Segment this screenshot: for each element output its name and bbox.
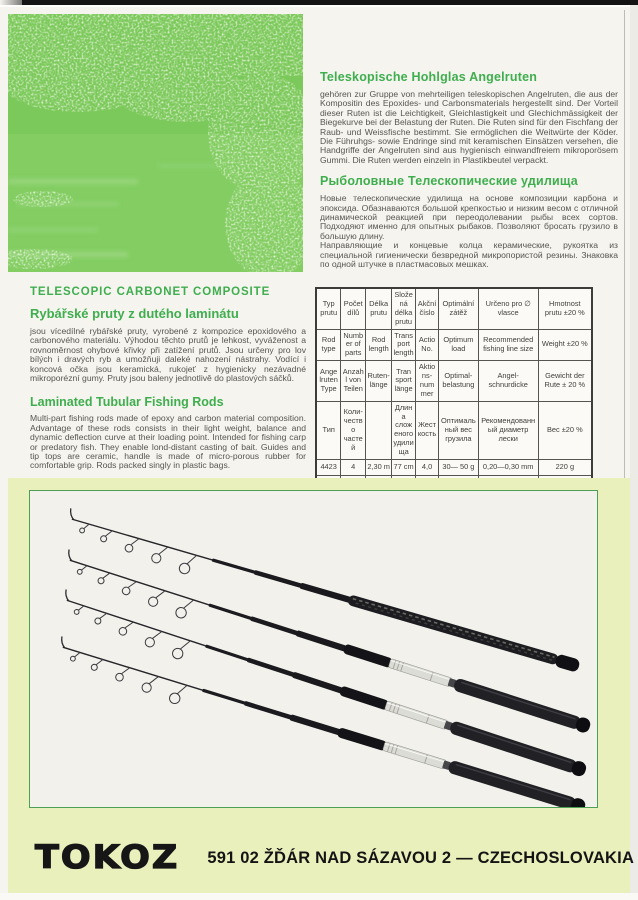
table-header-cell: Number of parts	[341, 329, 366, 361]
table-header-cell: Actio No.	[416, 329, 439, 361]
table-header-cell: Жесткость	[416, 401, 439, 459]
footer-address: 591 02 ŽĎÁR NAD SÁZAVOU 2 — CZECHOSLOVAKIA	[207, 848, 635, 867]
tokoz-logo: TOKOZ	[35, 839, 180, 877]
english-section-title: Laminated Tubular Fishing Rods	[30, 395, 224, 410]
table-header-cell: Optimum load	[439, 329, 479, 361]
footer	[35, 836, 635, 880]
czech-caps-title: TELESCOPIC CARBONET COMPOSITE	[30, 286, 271, 298]
czech-section-body: jsou vícedílné rybářské pruty, vyrobené z kompozice epoxidového a carbonového materiálu. Výhodou těchto prutů je lehkost, vyváženost a rovnoměrnost ohybové křivky při zatížení prutů. Jsou určeny pro lov bílých i dravých ryb a umožňuji daleké nahození nástrahy. Vodící i koncová očka jsou keramická, rukojeť z hygienicky nezávadné mikroporézní gumy. Pruty jsou baleny jednotlivě do plastových sáčků.	[30, 326, 306, 384]
german-section-body: gehören zur Gruppe von mehrteiligen teleskopischen Angelruten, die aus der Kompositin des Epoxides- und Carbonsmaterials hergestellt sind. Der Vorteil dieser Ruten ist die Leichtigkeit, Gleichlastigkeit und Glechichmässigkeit der Biegekurve bei der Belastung der Ruten. Die Ruten sind für den Fischfang der Raub- und Weissfische bestimmt. Sie ermöglichen die Weitwürte der Köder. Die Führuhgs- sowie Endringe sind mit keramischen Einsätzen versehen, die Handgriffe der Angelruten sind aus hygienisch einwandfreiem mikroporösem Gummi. Die Ruten werden einzeln in Plastikbeutel verpackt.	[320, 89, 618, 165]
table-header-cell: Transport länge	[392, 361, 416, 402]
table-header-cell: Anzahl von Teilen	[341, 361, 366, 402]
table-cell: 0,20—0,30 mm	[478, 459, 538, 475]
czech-section-title: Rybářské pruty z dutého laminátu	[30, 306, 239, 321]
table-header-cell: Akční číslo	[416, 288, 439, 329]
table-cell: 4,0	[416, 459, 439, 475]
table-header-cell: Angelruten Type	[316, 361, 341, 402]
table-cell: 77 cm	[392, 459, 416, 475]
table-cell: 2,30 m	[366, 459, 392, 475]
table-header-cell: Вес ±20 %	[538, 401, 592, 459]
table-cell: 30— 50 g	[439, 459, 479, 475]
table-header-cell: Длина сложеного удилища	[392, 401, 416, 459]
table-header-cell: Určeno pro ∅ vlasce	[478, 288, 538, 329]
column-right	[320, 70, 618, 270]
scan-edge-highlight	[0, 5, 638, 7]
russian-section-body: Новые телескопические удилища на основе композиции карбона и эпоксида. Обазнаваются большой крепкостью и низким весом с отличной динамической реакцией при переодолевании рыбы всех сортов. Подходяют именно для опытных рыбаков. Позволяют бросать грузило в большую длину.	[320, 193, 618, 241]
table-cell: 4	[341, 459, 366, 475]
table-header-cell: Оптимальный вес грузила	[439, 401, 479, 459]
table-header-cell: Optimalbelastung	[439, 361, 479, 402]
table-header-cell: Optimální zátěž	[439, 288, 479, 329]
page-curl-line	[624, 10, 625, 478]
table-header-cell: Количество частей	[341, 401, 366, 459]
rods-photo	[29, 490, 598, 808]
table-header-cell: Složená délka prutu	[392, 288, 416, 329]
table-cell: 220 g	[538, 459, 592, 475]
table-header-cell: Rod type	[316, 329, 341, 361]
fishing-rod-3	[56, 590, 588, 791]
nature-photo	[8, 14, 303, 272]
rods-photo-frame	[8, 478, 630, 893]
table-header-cell: Rutenlänge	[366, 361, 392, 402]
table-header-cell: Angelschnurdicke	[478, 361, 538, 402]
table-header-cell: Počet dílů	[341, 288, 366, 329]
table-header-cell: Typ prutu	[316, 288, 341, 329]
table-header-cell: Rod length	[366, 329, 392, 361]
table-header-cell: Gewicht der Rute ± 20 %	[538, 361, 592, 402]
table-header-cell: Délka prutu	[366, 288, 392, 329]
english-section-body: Multi-part fishing rods made of epoxy and carbon material composition. Advantage of these rods consists in their light weight, balance and dynamic deflection curve at their loading point. Intended for fishing carp or predatory fish. They enable lond-distant casting of bait. Guides and tip tops are ceramic, handle is made of micro-porous rubber for comfortable grip. Rods packed singly in plastic bags.	[30, 413, 306, 471]
table-header-cell: Transport length	[392, 329, 416, 361]
table-header-cell: Weight ±20 %	[538, 329, 592, 361]
table-header-cell: Aktionsnummer	[416, 361, 439, 402]
table-header-cell: Рекомендованный диаметр лески	[478, 401, 538, 459]
german-section-title: Teleskopische Hohlglas Angelruten	[320, 70, 538, 84]
page-right-margin	[630, 5, 638, 900]
table-header-cell: Recommended fishing line size	[478, 329, 538, 361]
page-bottom-margin	[0, 893, 638, 900]
fishing-rod-1	[62, 508, 582, 686]
table-header-cell	[366, 401, 392, 459]
russian-section-body2: Направляющие и концевые колца керамические, рукоятка из специальной гигиенически безвредной микропористой резины. Знаковка по одной штучке в пластмасовых мешках.	[320, 240, 618, 270]
table-header-cell: Тип	[316, 401, 341, 459]
russian-section-title: Рыболовные Телескопические удилища	[320, 174, 578, 189]
column-left	[30, 286, 306, 471]
table-row	[316, 459, 592, 475]
table-header-cell: Hmotnost prutu ±20 %	[538, 288, 592, 329]
fishing-rod-4	[53, 636, 588, 807]
table-cell: 4423	[316, 459, 341, 475]
